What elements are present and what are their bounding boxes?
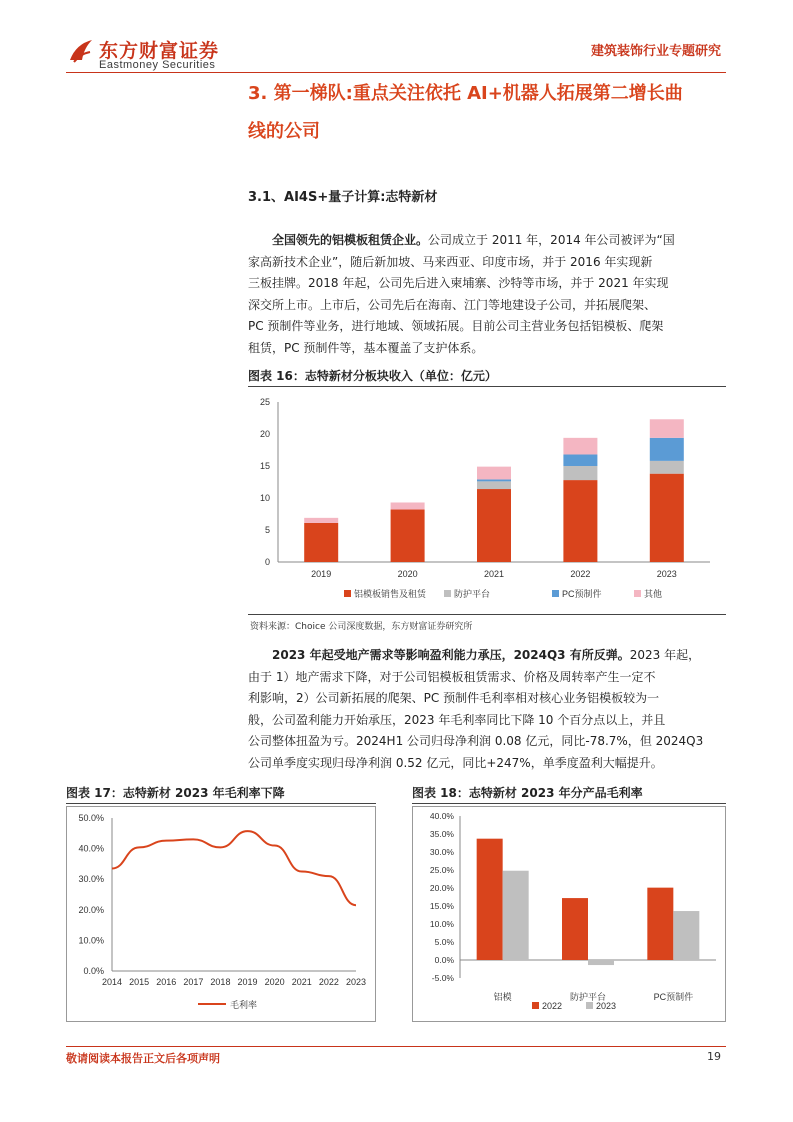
y-tick-label: 0 <box>264 557 270 567</box>
y-tick-label: 5.0% <box>434 937 454 947</box>
y-tick-label: 20.0% <box>429 883 454 893</box>
legend-swatch <box>552 590 559 597</box>
bar-segment <box>304 523 338 562</box>
footer-disclaimer: 敬请阅读本报告正文后各项声明 <box>66 1052 220 1065</box>
bar-segment <box>650 438 684 461</box>
bar-segment <box>650 461 684 474</box>
x-tick-label: 铝模 <box>493 992 512 1002</box>
legend-label: 毛利率 <box>230 1000 258 1010</box>
paragraph-1-lead: 全国领先的铝模板租赁企业。 <box>272 233 429 247</box>
paragraph-1-line: 租赁，PC 预制件等，基本覆盖了支护体系。 <box>248 340 484 355</box>
fig16-rule <box>248 386 726 387</box>
legend-swatch <box>586 1002 593 1009</box>
legend-swatch <box>344 590 351 597</box>
y-tick-label: 30.0% <box>78 874 104 885</box>
x-tick-label: 防护平台 <box>569 992 607 1002</box>
fig16-title: 图表 16：志特新材分板块收入（单位：亿元） <box>248 369 497 383</box>
legend-swatch <box>444 590 451 597</box>
report-type: 建筑装饰行业专题研究 <box>590 44 721 59</box>
x-tick-label: 2023 <box>656 569 677 579</box>
bar-segment <box>304 518 338 523</box>
fig16-rule-bottom <box>248 614 726 615</box>
section-title-line1: 3. 第一梯队:重点关注依托 AI+机器人拓展第二增长曲 <box>248 83 683 104</box>
paragraph-1-line: 家高新技术企业”，随后新加坡、马来西亚、印度市场，并于 2016 年实现新 <box>248 254 653 269</box>
legend-label: 铝模板销售及租赁 <box>354 589 427 599</box>
y-tick-label: 15 <box>259 461 270 471</box>
fig17-chart <box>66 806 376 1022</box>
bar-segment <box>650 419 684 438</box>
bar-segment <box>477 481 511 489</box>
bar <box>503 871 529 960</box>
paragraph-2-lead: 2023 年起受地产需求等影响盈利能力承压，2024Q3 有所反弹。 <box>272 648 630 662</box>
page-number: 19 <box>707 1050 721 1063</box>
bar <box>588 960 614 965</box>
y-tick-label: 30.0% <box>429 847 454 857</box>
fig18-chart <box>412 806 726 1022</box>
section-title-line2: 线的公司 <box>248 121 320 142</box>
paragraph-1-line: 三板挂牌。2018 年起，公司先后进入柬埔寨、沙特等市场，并于 2021 年实现 <box>248 276 669 290</box>
paragraph-2-line: 公司单季度实现归母净利润 0.52 亿元，同比+247%，单季度盈利大幅提升。 <box>248 755 663 770</box>
footer-rule <box>66 1046 726 1047</box>
paragraph-2-line: 由于 1）地产需求下降，对于公司铝模板租赁需求、价格及周转率产生一定不 <box>248 669 656 684</box>
y-tick-label: 20 <box>259 429 270 439</box>
y-tick-label: 25.0% <box>429 865 454 875</box>
paragraph-1-line: 公司成立于 2011 年，2014 年公司被评为“国 <box>428 233 675 247</box>
y-tick-label: 20.0% <box>78 904 104 915</box>
fig18-title: 图表 18：志特新材 2023 年分产品毛利率 <box>412 786 643 800</box>
y-tick-label: 5 <box>264 525 270 535</box>
x-tick-label: 2019 <box>237 977 258 987</box>
paragraph-2-line: 2023 年起， <box>629 648 701 662</box>
legend-label: 2022 <box>542 1001 563 1011</box>
fig16-source: 资料来源：Choice 公司深度数据，东方财富证券研究所 <box>250 622 473 632</box>
bar <box>562 898 588 960</box>
bar-segment <box>391 510 425 562</box>
x-tick-label: 2014 <box>101 977 123 987</box>
y-tick-label: 10.0% <box>78 935 104 946</box>
y-tick-label: 35.0% <box>429 829 454 839</box>
paragraph-2-line: 利影响，2）公司新拓展的爬架、PC 预制件毛利率相对核心业务铝模板较为一 <box>248 691 660 705</box>
x-tick-label: 2020 <box>397 569 418 579</box>
fig17-title: 图表 17：志特新材 2023 年毛利率下降 <box>66 786 285 800</box>
y-tick-label: 25 <box>259 397 270 407</box>
x-tick-label: 2022 <box>318 977 339 987</box>
x-tick-label: 2021 <box>483 569 505 579</box>
brand-mark-icon <box>66 36 96 66</box>
y-tick-label: 15.0% <box>429 901 454 911</box>
x-tick-label: 2023 <box>345 977 367 987</box>
bar-segment <box>477 479 511 481</box>
y-tick-label: 0.0% <box>83 966 104 976</box>
fig16-chart <box>248 390 726 610</box>
bar <box>647 888 673 960</box>
x-tick-label: PC预制件 <box>653 992 694 1002</box>
legend-label: PC预制件 <box>562 589 602 599</box>
legend-label: 防护平台 <box>454 589 491 599</box>
legend-label: 2023 <box>596 1001 617 1011</box>
subsection-title: 3.1、AI4S+量子计算:志特新材 <box>248 190 438 205</box>
bar-segment <box>650 474 684 562</box>
legend-swatch <box>634 590 641 597</box>
y-tick-label: -5.0% <box>431 973 454 983</box>
x-tick-label: 2021 <box>291 977 312 987</box>
paragraph-2-line: 般，公司盈利能力开始承压，2023 年毛利率同比下降 10 个百分点以上，并且 <box>248 712 666 727</box>
bar-segment <box>563 454 597 466</box>
x-tick-label: 2018 <box>210 977 231 987</box>
paragraph-1-line: PC 预制件等业务，进行地域、领域拓展。目前公司主营业务包括铝模板、爬架 <box>248 319 664 333</box>
x-tick-label: 2016 <box>156 977 177 987</box>
paragraph-2 <box>248 645 726 774</box>
bar <box>673 911 699 960</box>
x-tick-label: 2017 <box>183 977 204 987</box>
bar-segment <box>391 502 425 509</box>
y-tick-label: 40.0% <box>429 811 454 821</box>
bar-segment <box>563 466 597 480</box>
fig17-rule <box>66 803 376 804</box>
header-rule <box>66 72 726 73</box>
chart-frame <box>67 807 376 1022</box>
fig18-rule <box>412 803 726 804</box>
paragraph-2-line: 公司整体扭盈为亏。2024H1 公司归母净利润 0.08 亿元，同比-78.7%，但 2024Q3 <box>248 734 704 748</box>
legend-swatch <box>532 1002 539 1009</box>
y-tick-label: 10 <box>259 493 270 503</box>
y-tick-label: 0.0% <box>434 955 454 965</box>
x-tick-label: 2019 <box>311 569 332 579</box>
x-tick-label: 2015 <box>129 977 150 987</box>
bar-segment <box>563 480 597 562</box>
logo-text-en: Eastmoney Securities <box>99 59 216 71</box>
bar <box>477 839 503 960</box>
y-tick-label: 50.0% <box>78 813 104 823</box>
paragraph-1-line: 深交所上市。上市后，公司先后在海南、江门等地建设子公司，并拓展爬架、 <box>248 297 657 312</box>
y-tick-label: 40.0% <box>78 843 104 854</box>
series-line <box>112 831 356 905</box>
y-tick-label: 10.0% <box>429 919 454 929</box>
x-tick-label: 2022 <box>570 569 591 579</box>
x-tick-label: 2020 <box>264 977 285 987</box>
legend-label: 其他 <box>644 589 663 599</box>
bar-segment <box>477 467 511 480</box>
bar-segment <box>563 438 597 455</box>
paragraph-1 <box>248 230 726 359</box>
bar-segment <box>477 489 511 562</box>
logo-text-cn: 东方财富证券 <box>99 40 220 62</box>
